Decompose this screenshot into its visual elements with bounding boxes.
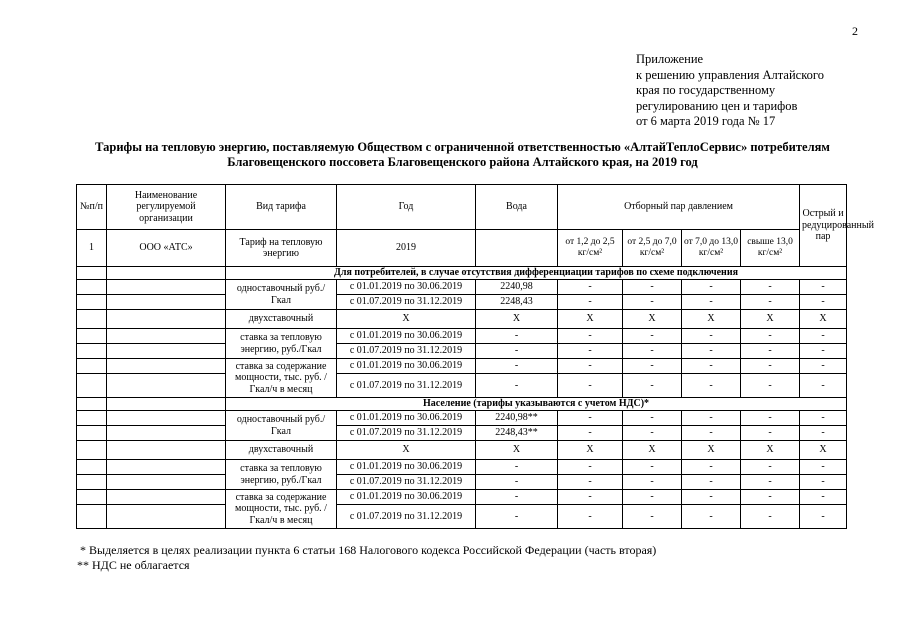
org-water [476,230,558,267]
period-cell: с 01.07.2019 по 31.12.2019 [337,426,476,441]
two-part-label: двухставочный [226,441,337,460]
table-row: с 01.07.2019 по 31.12.2019 2248,43** - - - - - [77,426,847,441]
period-cell: с 01.07.2019 по 31.12.2019 [337,295,476,310]
period-cell: с 01.01.2019 по 30.06.2019 [337,359,476,374]
document-title [60,140,865,170]
title-line: Тарифы на тепловую энергию, поставляемую Обществом с ограниченной ответственностью «АлтайТеплоСервис» потребителям [95,140,830,154]
header-row [77,185,847,230]
capacity-rate-label: ставка за содержание мощности, тыс. руб. /Гкал/ч в месяц [226,359,337,398]
org-row [77,230,847,267]
org-tariff: Тариф на тепловую энергию [226,230,337,267]
header-tariff-type: Вид тарифа [226,185,337,230]
period-cell: с 01.07.2019 по 31.12.2019 [337,374,476,398]
heat-rate-label: ставка за тепловую энергию, руб./Гкал [226,329,337,359]
pressure-2: от 2,5 до 7,0 кг/см² [623,230,682,267]
tariff-table [76,184,874,529]
pressure-1: от 1,2 до 2,5 кг/см² [558,230,623,267]
header-org: Наименование регулируемой организации [107,185,226,230]
table-row: двухставочный X X X X X X X [77,310,847,329]
header-year: Год [337,185,476,230]
header-water: Вода [476,185,558,230]
section-title: Население (тарифы указываются с учетом НДС)* [226,398,847,411]
single-rate-label: одноставочный руб./Гкал [226,411,337,441]
capacity-rate-label: ставка за содержание мощности, тыс. руб. /Гкал/ч в месяц [226,490,337,529]
footnote-no-vat: ** НДС не облагается [77,558,190,572]
period-cell: с 01.07.2019 по 31.12.2019 [337,475,476,490]
section-header-row [77,398,847,411]
single-rate-label: одноставочный руб./Гкал [226,280,337,310]
org-num: 1 [77,230,107,267]
table-row: ставка за тепловую энергию, руб./Гкал с 01.01.2019 по 30.06.2019 - - - - - - [77,329,847,344]
appendix-line: от 6 марта 2019 года № 17 [636,114,776,128]
period-cell: с 01.01.2019 по 30.06.2019 [337,490,476,505]
table-row: с 01.07.2019 по 31.12.2019 - - - - - - [77,475,847,490]
table-row: с 01.07.2019 по 31.12.2019 - - - - - - [77,344,847,359]
header-num: №п/п [77,185,107,230]
org-year: 2019 [337,230,476,267]
two-part-label: двухставочный [226,310,337,329]
table-row: с 01.07.2019 по 31.12.2019 - - - - - - [77,505,847,529]
water-value: 2240,98** [476,411,558,426]
water-value: 2240,98 [476,280,558,295]
appendix-line: края по государственному [636,83,776,97]
section-header-row [77,267,847,280]
appendix-line: Приложение [636,52,704,66]
table-row: с 01.07.2019 по 31.12.2019 - - - - - - [77,374,847,398]
table-row: одноставочный руб./Гкал с 01.01.2019 по 30.06.2019 2240,98 - - - - - [77,280,847,295]
appendix-block [636,52,824,130]
heat-rate-label: ставка за тепловую энергию, руб./Гкал [226,460,337,490]
page-number: 2 [852,24,858,38]
table-row: ставка за тепловую энергию, руб./Гкал с 01.01.2019 по 30.06.2019 - - - - - - [77,460,847,475]
table-row: двухставочный X X X X X X X [77,441,847,460]
header-live-steam: Острый и редуцированный пар [800,185,847,267]
footnote-vat: * Выделяется в целях реализации пункта 6 статьи 168 Налогового кодекса Российской Федерации (часть вторая) [80,543,657,557]
pressure-3: от 7,0 до 13,0 кг/см² [682,230,741,267]
table-row: с 01.07.2019 по 31.12.2019 2248,43 - - - - - [77,295,847,310]
water-value: 2248,43** [476,426,558,441]
section-title: Для потребителей, в случае отсутствия дифференциации тарифов по схеме подключения [226,267,847,280]
appendix-line: регулированию цен и тарифов [636,98,798,113]
pressure-4: свыше 13,0 кг/см² [741,230,800,267]
period-cell: с 01.01.2019 по 30.06.2019 [337,411,476,426]
table-row: одноставочный руб./Гкал с 01.01.2019 по 30.06.2019 2240,98** - - - - - [77,411,847,426]
table-row: ставка за содержание мощности, тыс. руб. /Гкал/ч в месяц с 01.01.2019 по 30.06.2019 - - - - - - [77,490,847,505]
period-cell: с 01.01.2019 по 30.06.2019 [337,329,476,344]
table-row: ставка за содержание мощности, тыс. руб. /Гкал/ч в месяц с 01.01.2019 по 30.06.2019 - - - - - - [77,359,847,374]
header-steam: Отборный пар давлением [558,185,800,230]
period-cell: с 01.01.2019 по 30.06.2019 [337,280,476,295]
appendix-line: к решению управления Алтайского [636,67,824,82]
org-name: ООО «АТС» [107,230,226,267]
period-cell: с 01.07.2019 по 31.12.2019 [337,344,476,359]
period-cell: с 01.01.2019 по 30.06.2019 [337,460,476,475]
water-value: 2248,43 [476,295,558,310]
title-line: Благовещенского поссовета Благовещенского района Алтайского края, на 2019 год [227,155,698,169]
period-cell: с 01.07.2019 по 31.12.2019 [337,505,476,529]
